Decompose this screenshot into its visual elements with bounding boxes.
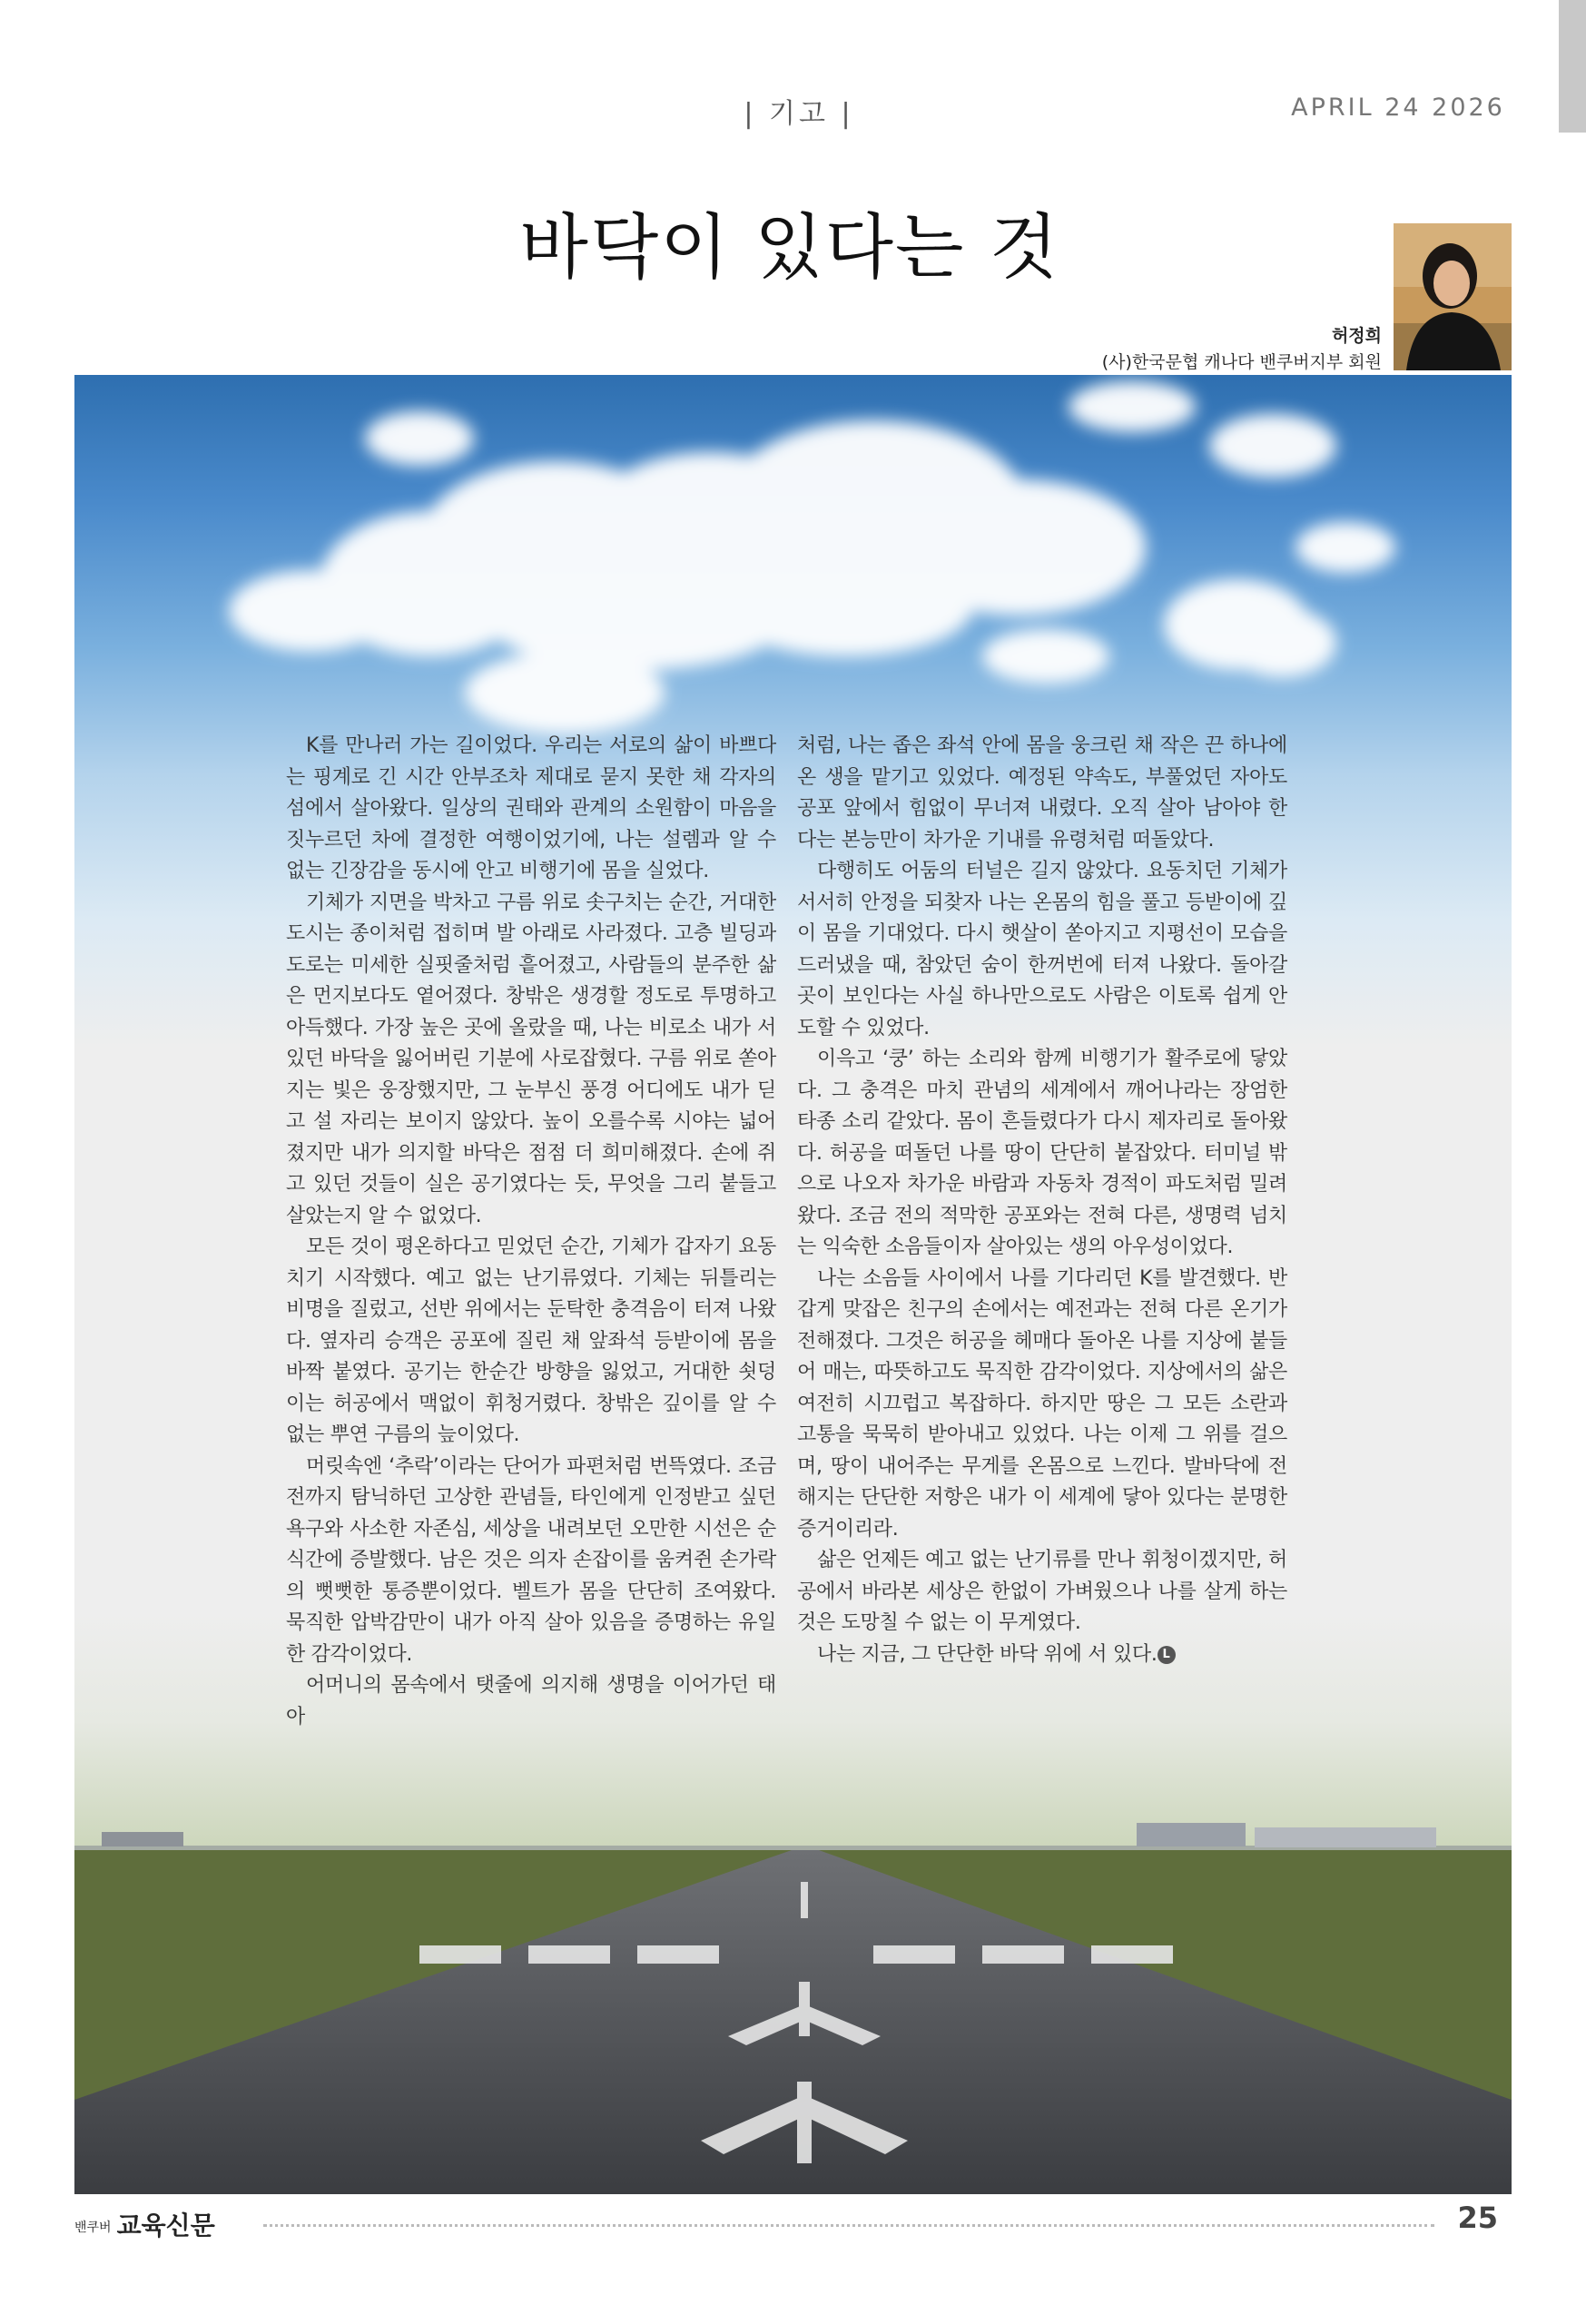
footer-divider — [263, 2224, 1434, 2227]
publication-logo — [74, 2206, 215, 2239]
paragraph: 다행히도 어둠의 터널은 길지 않았다. 요동치던 기체가 서서히 안정을 되찾자 나는 온몸의 힘을 풀고 등받이에 깊이 몸을 기대었다. 다시 햇살이 쏟아지고 지평선이 모습을 드러냈을 때, 참았던 숨이 한꺼번에 터져 나왔다. 돌아갈 곳이 보인다는 사실 하나만으로도 사람은 이토록 쉽게 안도할 수 있었다. — [797, 860, 1287, 1039]
paragraph: 머릿속엔 ‘추락’이라는 단어가 파편처럼 번뜩였다. 조금 전까지 탐닉하던 고상한 관념들, 타인에게 인정받고 싶던 욕구와 사소한 자존심, 세상을 내려보던 오만한 시선은 순식간에 증발했다. 남은 것은 의자 손잡이를 움켜쥔 손가락의 뻣뻣한 통증뿐이었다. 벨트가 몸을 단단히 조여왔다. 묵직한 압박감만이 내가 아직 살아 있음을 증명하는 유일한 감각이었다. — [286, 1454, 776, 1666]
closing-sentence: 나는 지금, 그 단단한 바닥 위에 서 있다. — [817, 1642, 1157, 1666]
closing-paragraph — [797, 1640, 1287, 1671]
page-number: 25 — [1457, 2201, 1498, 2235]
article-column-left — [286, 731, 776, 1733]
author-name: 허정희 — [1331, 326, 1382, 346]
paragraph: 모든 것이 평온하다고 믿었던 순간, 기체가 갑자기 요동치기 시작했다. 예고 없는 난기류였다. 기체는 뒤틀리는 비명을 질렀고, 선반 위에서는 둔탁한 충격음이 터져 나왔다. 옆자리 승객은 공포에 질린 채 앞좌석 등받이에 몸을 바짝 붙였다. 공기는 한순간 방향을 잃었고, 거대한 쇳덩이는 허공에서 맥없이 휘청거렸다. 창밖은 깊이를 알 수 없는 뿌연 구름의 늪이었다. — [286, 1236, 776, 1446]
publication-city: 밴쿠버 — [74, 2221, 112, 2235]
paragraph: 삶은 언제든 예고 없는 난기류를 만나 휘청이겠지만, 허공에서 바라본 세상은 한없이 가벼웠으나 나를 살게 하는 것은 도망칠 수 없는 이 무게였다. — [797, 1549, 1287, 1634]
paragraph: 어머니의 몸속에서 탯줄에 의지해 생명을 이어가던 태아 — [286, 1674, 776, 1728]
author-portrait — [1394, 223, 1512, 370]
section-label: | 기고 | — [744, 98, 854, 130]
end-mark-icon: L — [1157, 1646, 1176, 1664]
paragraph: 이윽고 ‘쿵’ 하는 소리와 함께 비행기가 활주로에 닿았다. 그 충격은 마치 관념의 세계에서 깨어나라는 장엄한 타종 소리 같았다. 몸이 흔들렸다가 다시 제자리로 돌아왔다. 허공을 떠돌던 나를 땅이 단단히 붙잡았다. 터미널 밖으로 나오자 차가운 바람과 자동차 경적이 파도처럼 밀려왔다. 조금 전의 적막한 공포와는 전혀 다른, 생명력 넘치는 익숙한 소음들이자 살아있는 생의 아우성이었다. — [797, 1048, 1287, 1258]
author-affiliation: (사)한국문협 캐나다 밴쿠버지부 회원 — [1101, 352, 1382, 372]
publication-name: 교육신문 — [116, 2211, 215, 2240]
paragraph: 나는 소음들 사이에서 나를 기다리던 K를 발견했다. 반갑게 맞잡은 친구의 손에서는 예전과는 전혀 다른 온기가 전해졌다. 그것은 허공을 헤매다 돌아온 나를 지상에 붙들어 매는, 따뜻하고도 묵직한 감각이었다. 지상에서의 삶은 여전히 시끄럽고 복잡하다. 하지만 땅은 그 모든 소란과 고통을 묵묵히 받아내고 있었다. 나는 이제 그 위를 걸으며, 땅이 내어주는 무게를 온몸으로 느낀다. 발바닥에 전해지는 단단한 저항은 내가 이 세계에 닿아 있다는 분명한 증거이리라. — [797, 1266, 1287, 1541]
clouds — [229, 381, 1395, 734]
issue-date: APRIL 24 2026 — [1291, 94, 1505, 122]
paragraph: 처럼, 나는 좁은 좌석 안에 몸을 웅크린 채 작은 끈 하나에 온 생을 맡기고 있었다. 예정된 약속도, 부풀었던 자아도 공포 앞에서 힘없이 무너져 내렸다. 오직 살아 남아야 한다는 본능만이 차가운 기내를 유령처럼 떠돌았다. — [797, 734, 1287, 852]
article-title: 바닥이 있다는 것 — [519, 207, 1060, 289]
paragraph: 기체가 지면을 박차고 구름 위로 솟구치는 순간, 거대한 도시는 종이처럼 접히며 발 아래로 사라졌다. 고층 빌딩과 도로는 미세한 실핏줄처럼 흩어졌고, 사람들의 분주한 삶은 먼지보다도 옅어졌다. 창밖은 생경할 정도로 투명하고 아득했다. 가장 높은 곳에 올랐을 때, 나는 비로소 내가 서 있던 바닥을 잃어버린 기분에 사로잡혔다. 구름 위로 쏟아지는 빛은 웅장했지만, 그 눈부신 풍경 어디에도 내가 딛고 설 자리는 보이지 않았다. 높이 오를수록 시야는 넓어졌지만 내가 의지할 바닥은 점점 더 희미해졌다. 손에 쥐고 있던 것들이 실은 공기였다는 듯, 무엇을 그리 붙들고 살았는지 알 수 없었다. — [286, 891, 776, 1227]
paragraph: K를 만나러 가는 길이었다. 우리는 서로의 삶이 바쁘다는 핑계로 긴 시간 안부조차 제대로 묻지 못한 채 각자의 섬에서 살아왔다. 일상의 권태와 관계의 소원함이 마음을 짓누르던 차에 결정한 여행이었기에, 나는 설렘과 알 수 없는 긴장감을 동시에 안고 비행기에 몸을 실었다. — [286, 734, 776, 882]
top-accent-bar — [1559, 0, 1586, 133]
article-column-right — [797, 731, 1287, 1670]
